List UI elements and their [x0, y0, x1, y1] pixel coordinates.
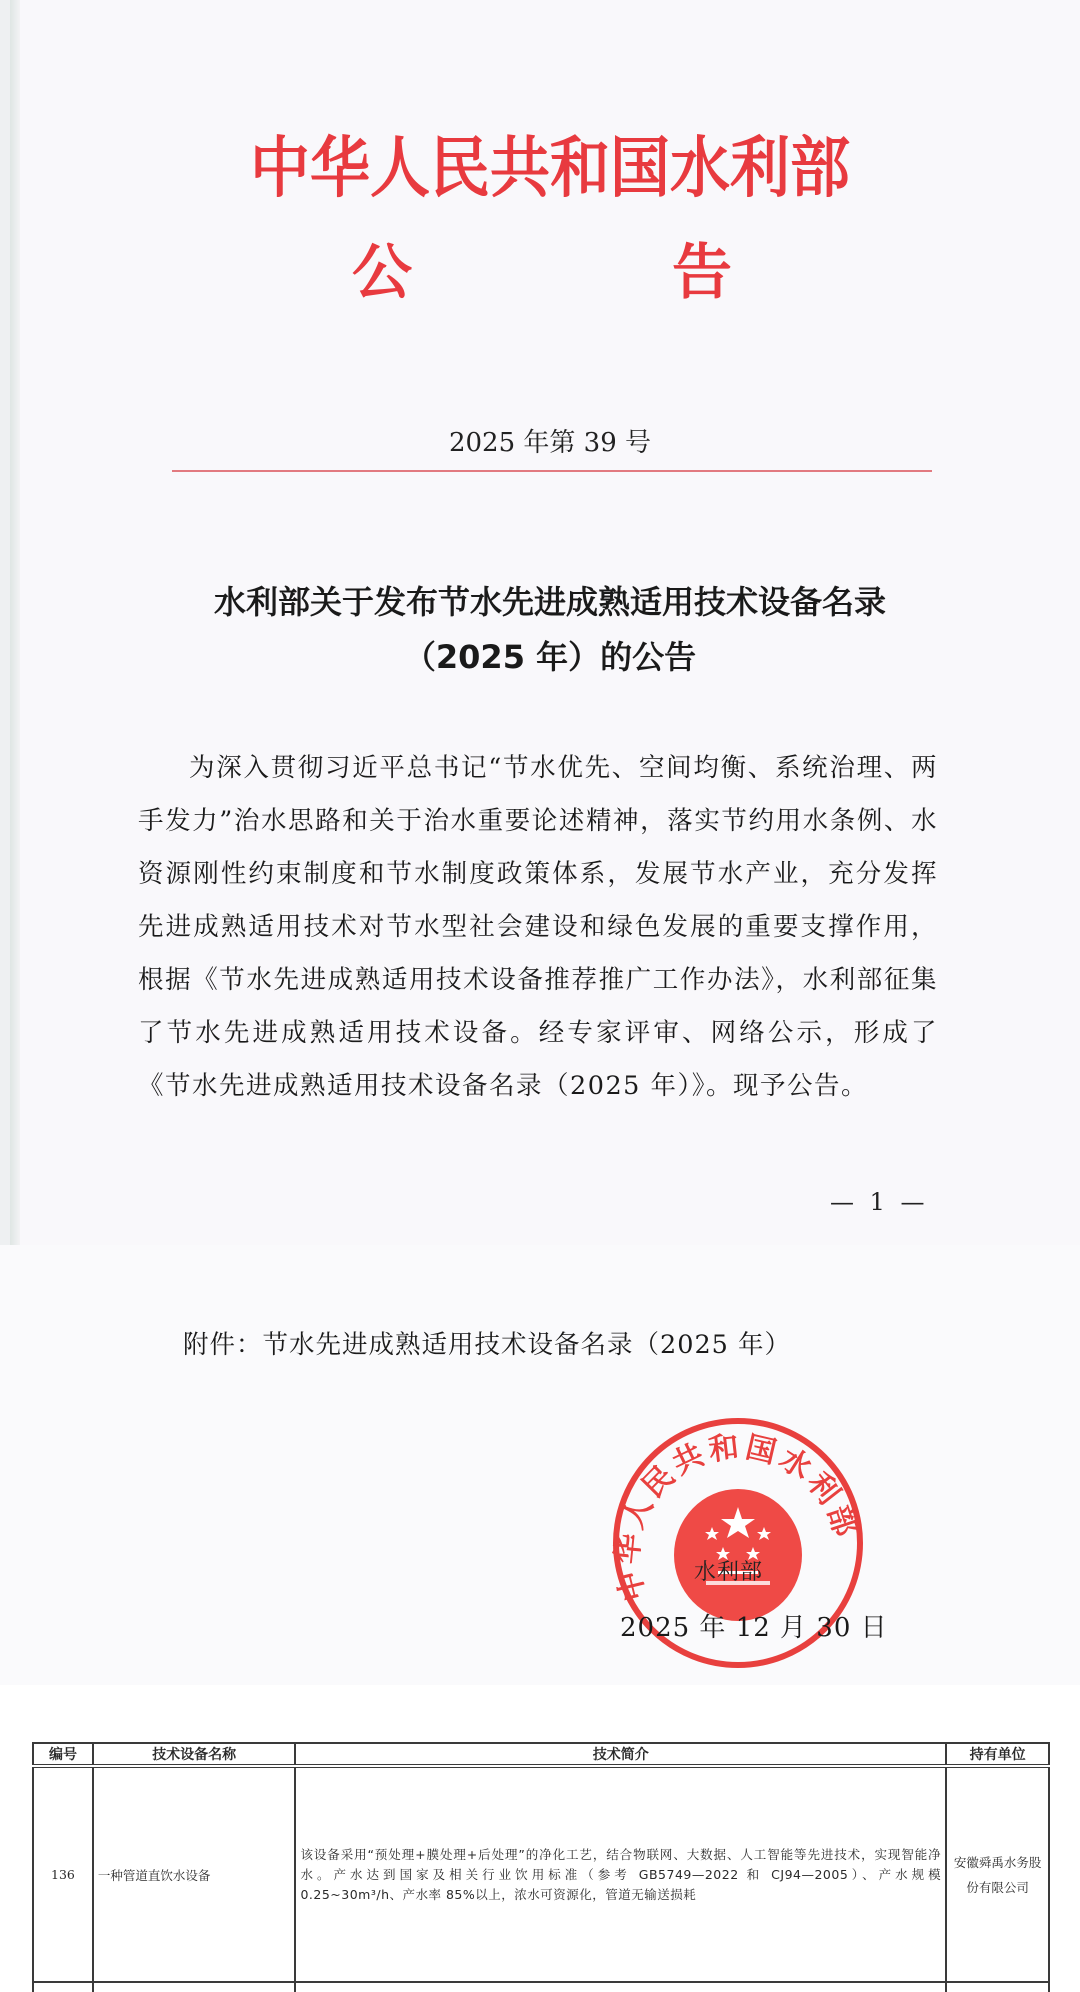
cell-empty: [295, 1982, 946, 1992]
cell-equipment-name: 一种管道直饮水设备: [93, 1766, 296, 1982]
announce-char-left: 公: [352, 238, 412, 308]
body-paragraph: 为深入贯彻习近平总书记“节水优先、空间均衡、系统治理、两手发力”治水思路和关于治水重要论述精神，落实节约用水条例、水资源刚性约束制度和节水制度政策体系，发展节水产业，充分发挥先进成熟适用技术对节水型社会建设和绿色发展的重要支撑作用，根据《节水先进成熟适用技术设备推荐推广工作办法》，水利部征集了节水先进成熟适用技术设备。经专家评审、网络公示，形成了《节水先进成熟适用技术设备名录（2025 年）》。现予公告。: [138, 753, 938, 1101]
cell-empty: [33, 1982, 93, 1992]
header-equipment-name: 技术设备名称: [93, 1743, 296, 1766]
header-number: 编号: [33, 1743, 93, 1766]
document-title-line2: （2025 年）的公告: [403, 638, 697, 676]
header-owner: 持有单位: [946, 1743, 1049, 1766]
cell-number: 136: [33, 1766, 93, 1982]
agency-title: 中华人民共和国水利部: [250, 130, 850, 207]
signature-date: 2025 年 12 月 30 日: [620, 1613, 888, 1643]
document-title-line1: 水利部关于发布节水先进成熟适用技术设备名录: [213, 583, 886, 621]
cell-description: 该设备采用“预处理+膜处理+后处理”的净化工艺，结合物联网、大数据、人工智能等先进技术，实现智能净水。产水达到国家及相关行业饮用标准（参考 GB5749—2022 和 CJ94—2005）、产水规模 0.25~30m³/h、产水率 85%以上，浓水可资源化，管道无输送损耗: [295, 1766, 946, 1982]
cell-owner: 安徽舜禹水务股份有限公司: [946, 1766, 1049, 1982]
table-row: [33, 1766, 1049, 1982]
cell-empty: [946, 1982, 1049, 1992]
red-divider-line: [172, 470, 932, 472]
attachment-note: 附件：节水先进成熟适用技术设备名录（2025 年）: [183, 1330, 792, 1360]
table-header-row: [33, 1743, 1049, 1766]
page-number: — 1 —: [830, 1188, 929, 1216]
document-title: [10, 575, 1080, 685]
table-row-partial: [33, 1982, 1049, 1992]
catalog-table-container: [32, 1742, 1050, 1992]
seal-organization: 水利部: [694, 1560, 764, 1585]
document-number: 2025 年第 39 号: [448, 428, 652, 458]
cell-empty: [93, 1982, 296, 1992]
header-description: 技术简介: [295, 1743, 946, 1766]
catalog-table: [32, 1742, 1050, 1992]
announce-char-right: 告: [672, 238, 732, 308]
svg-text:中华人民共和国水利部: 中华人民共和国水利部: [610, 1429, 864, 1605]
announcement-page-2: [0, 1245, 1080, 1685]
body-text: [138, 742, 938, 1113]
